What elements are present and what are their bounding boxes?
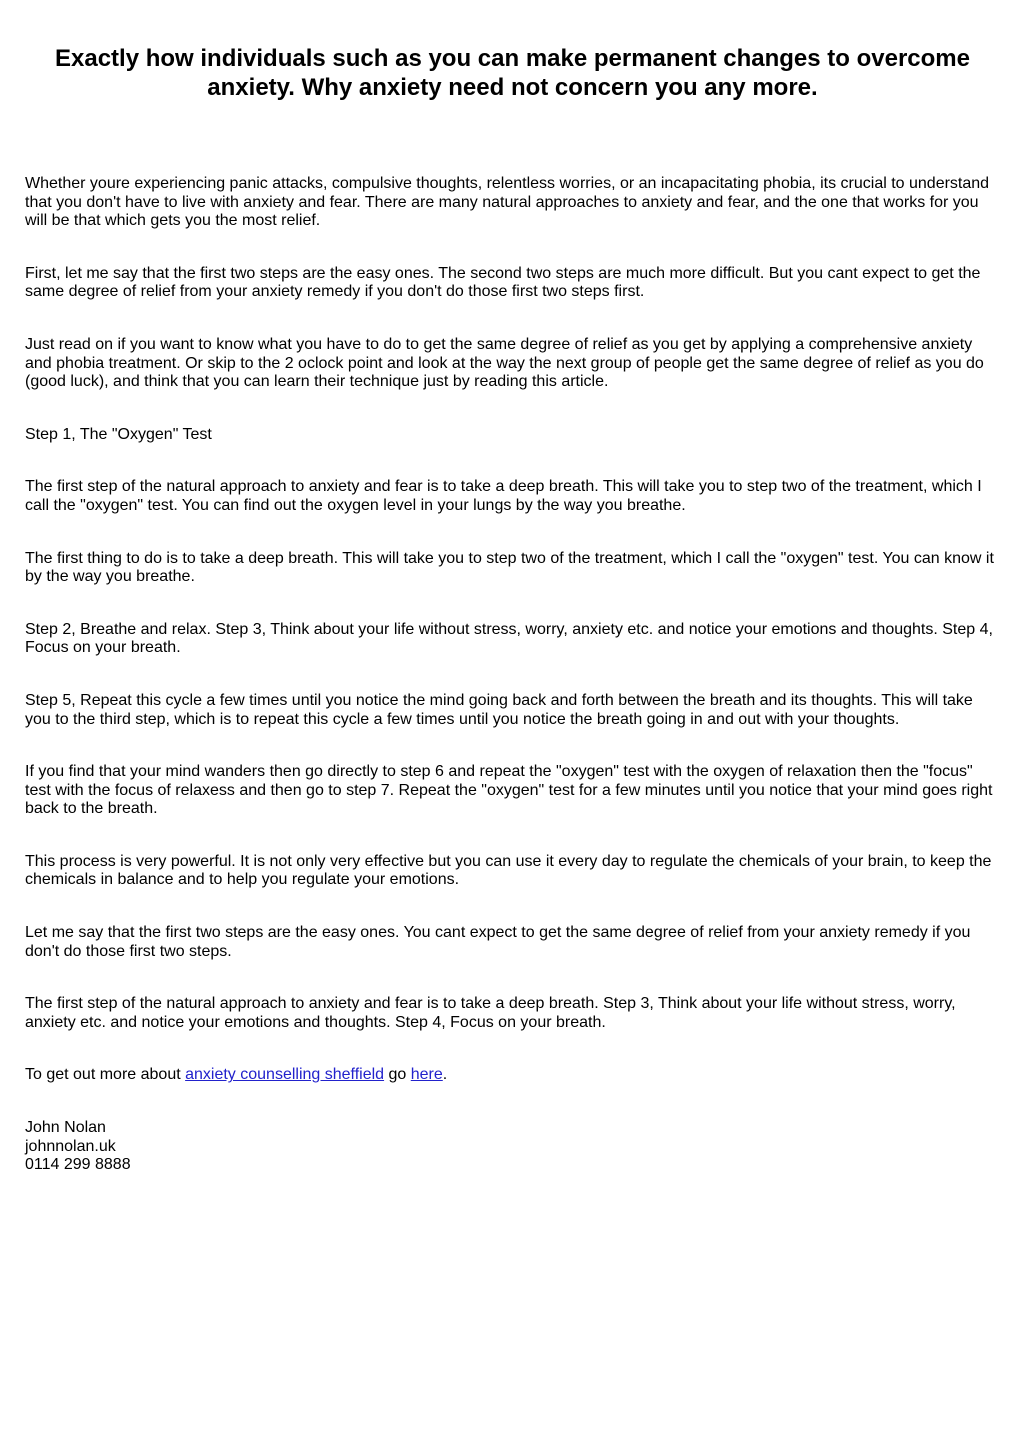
author-phone: 0114 299 8888 (25, 1156, 131, 1174)
more-info-suffix: . (442, 1066, 448, 1084)
paragraph-process: This process is very powerful. It is not only very effective but you can use it every day to regulate the chemicals of your brain, to keep the chemicals in balance and to help you regulate your emotions. (25, 852, 992, 889)
paragraph-first-thing: The first thing to do is to take a deep breath. This will take you to step two of the treatment, which I call the "oxygen" test. You can know it by the way you breathe. (25, 549, 994, 586)
step-1-heading: Step 1, The "Oxygen" Test (25, 425, 212, 443)
anxiety-counselling-link[interactable]: anxiety counselling sheffield (185, 1066, 385, 1084)
contact-block (25, 1119, 1000, 1175)
paragraph-intro: Whether youre experiencing panic attacks, compulsive thoughts, relentless worries, or an incapacitating phobia, its crucial to understand that you don't have to live with anxiety and fear. There are many natural approaches to anxiety and fear, and the one that works for you will be that which gets you the most relief. (25, 175, 990, 230)
author-name: John Nolan (25, 1119, 106, 1137)
paragraph-step-5: Step 5, Repeat this cycle a few times until you notice the mind going back and forth between the breath and its thoughts. This will take you to the third step, which is to repeat this cycle a few times until you notice the breath going in and out with your thoughts. (25, 691, 973, 728)
article-body (25, 175, 1000, 1175)
paragraph-first-step: The first step of the natural approach to anxiety and fear is to take a deep breath. This will take you to step two of the treatment, which I call the "oxygen" test. You can find out the oxygen level in your lungs by the way you breathe. (25, 478, 982, 514)
more-info-prefix: To get out more about (25, 1066, 186, 1084)
paragraph-read-on: Just read on if you want to know what you have to do to get the same degree of relief as you get by applying a comprehensive anxiety and phobia treatment. Or skip to the 2 oclock point and look at the way the next group of people get the same degree of relief as you do (good luck), and think that you can learn their technique just by reading this article. (25, 335, 984, 391)
more-info-middle: go (384, 1066, 411, 1084)
more-info-line (25, 1066, 1000, 1085)
document-page (25, 0, 1000, 1175)
paragraph-mind-wanders: If you find that your mind wanders then go directly to step 6 and repeat the "oxygen" test with the oxygen of relaxation then the "focus" test with the focus of relaxess and then go to step 7. Repeat the "oxygen" test for a few minutes until you notice that your mind goes right back to the breath. (25, 763, 993, 818)
paragraph-first-steps: First, let me say that the first two steps are the easy ones. The second two steps are much more difficult. But you cant expect to get the same degree of relief from your anxiety remedy if you don't do those first two steps first. (25, 264, 981, 301)
page-title: Exactly how individuals such as you can make permanent changes to overcome anxiety. Why anxiety need not concern you any more. (55, 45, 970, 101)
author-website: johnnolan.uk (25, 1137, 116, 1155)
paragraph-steps-2-4: Step 2, Breathe and relax. Step 3, Think about your life without stress, worry, anxiety etc. and notice your emotions and thoughts. Step 4, Focus on your breath. (25, 620, 993, 657)
paragraph-easy-ones: Let me say that the first two steps are the easy ones. You cant expect to get the same degree of relief from your anxiety remedy if you don't do those first two steps. (25, 924, 971, 960)
paragraph-natural-approach: The first step of the natural approach to anxiety and fear is to take a deep breath. Step 3, Think about your life without stress, worry, anxiety etc. and notice your emotions and thoughts. Step 4, Focus on your breath. (25, 995, 956, 1031)
here-link[interactable]: here (410, 1066, 443, 1084)
